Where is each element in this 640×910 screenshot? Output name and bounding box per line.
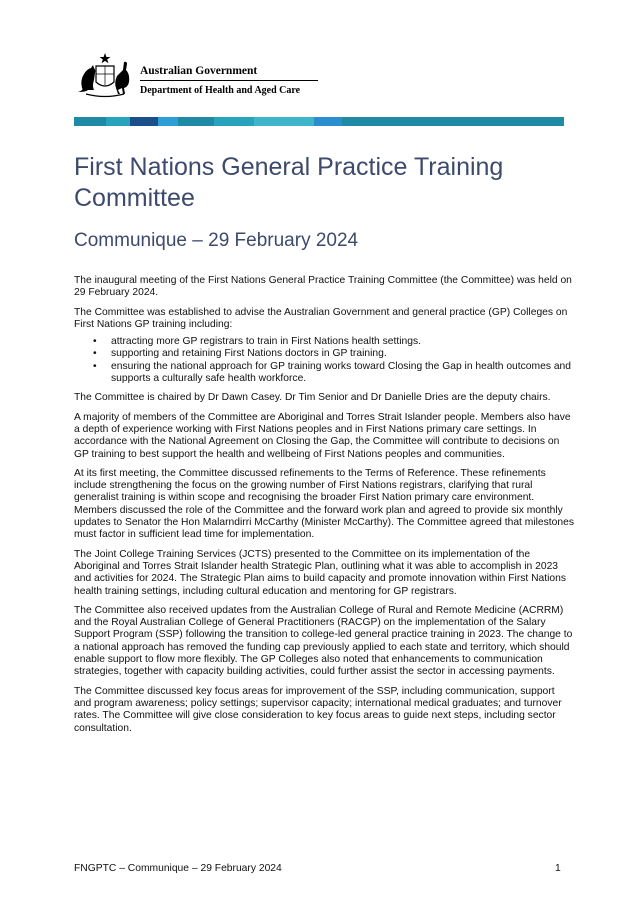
paragraph-college-updates: The Committee also received updates from the Australian College of Rural and Remote Medicine (ACRRM) and the Royal Australian College of General Practitioners (RACGP) on the implementation of the Salary Support Program (SSP) following the transition to college-led general practice training in 2023. The change to a national approach has removed the funding cap previously applied to each state and territory, which should enable support to flow more flexibly. The GP Colleges also noted that enhancements to communication strategies, together with capacity building activities, could further assist the sector in accessing payments. [74, 604, 573, 678]
government-wordmark [140, 64, 320, 97]
paragraph-intro: The inaugural meeting of the First Nations General Practice Training Committee (the Committee) was held on 29 February 2024. [74, 275, 572, 299]
band-segment [106, 117, 130, 126]
band-segment [130, 117, 158, 126]
document-title: First Nations General Practice Training Committee [74, 153, 504, 212]
government-header [74, 52, 324, 102]
paragraph-jcts: The Joint College Training Services (JCTS) presented to the Committee on its implementation of the Aboriginal and Torres Strait Islander health Strategic Plan, outlining what it was able to accomplish in 2023 and activities for 2024. The Strategic Plan aims to build capacity and promote innovation within First Nations health training settings, including cultural education and mentoring for GP registrars. [74, 548, 567, 597]
band-segment [214, 117, 254, 126]
band-segment [342, 117, 564, 126]
department-name: Department of Health and Aged Care [140, 85, 301, 96]
bullet-icon: • [93, 360, 97, 372]
band-segment [74, 117, 106, 126]
paragraph-chairs: The Committee is chaired by Dr Dawn Casey. Dr Tim Senior and Dr Danielle Dries are the deputy chairs. [74, 392, 551, 404]
document-body [74, 275, 574, 742]
coat-of-arms-icon [74, 52, 136, 100]
band-segment [314, 117, 342, 126]
purpose-bullet-list [74, 336, 574, 385]
document-subtitle: Communique – 29 February 2024 [74, 230, 359, 251]
bullet-icon: • [93, 348, 97, 360]
page-number: 1 [555, 863, 561, 874]
government-name: Australian Government [140, 64, 318, 81]
band-segment [178, 117, 214, 126]
list-item: • supporting and retaining First Nations doctors in GP training. [93, 348, 387, 360]
list-item: • ensuring the national approach for GP training works toward Closing the Gap in health outcomes and supports a culturally safe health workforce. [93, 360, 572, 385]
paragraph-membership: A majority of members of the Committee are Aboriginal and Torres Strait Islander people. Members also have a depth of experience working with First Nations peoples and in First Nations primary care settings. In accordance with the National Agreement on Closing the Gap, the Committee will contribute to decisions on GP training to best support the health and wellbeing of First Nations peoples and communities. [74, 411, 571, 460]
band-segment [254, 117, 314, 126]
paragraph-first-meeting: At its first meeting, the Committee discussed refinements to the Terms of Reference. These refinements include strengthening the focus on the growing number of First Nations registrars, clarifying that rural generalist training is within scope and recognising the broader First Nation primary care environment. Members discussed the role of the Committee and the forward work plan and agreed to provide six monthly updates to Senator the Hon Malarndirri McCarthy (Minister McCarthy). The Committee agreed that milestones must factor in sufficient lead time for implementation. [74, 467, 574, 541]
paragraph-purpose: The Committee was established to advise the Australian Government and general practice (GP) Colleges on First Nations GP training including: [74, 306, 568, 330]
list-item: • attracting more GP registrars to train in First Nations health settings. [93, 336, 421, 348]
color-band [74, 117, 564, 126]
paragraph-focus-areas: The Committee discussed key focus areas for improvement of the SSP, including communication, support and program awareness; policy settings; supervisor capacity; international medical graduates; and turnover rates. The Committee will give close consideration to key focus areas to guide next steps, including sector consultation. [74, 685, 562, 734]
footer-text: FNGPTC – Communique – 29 February 2024 [74, 863, 282, 874]
bullet-icon: • [93, 336, 97, 348]
band-segment [158, 117, 178, 126]
